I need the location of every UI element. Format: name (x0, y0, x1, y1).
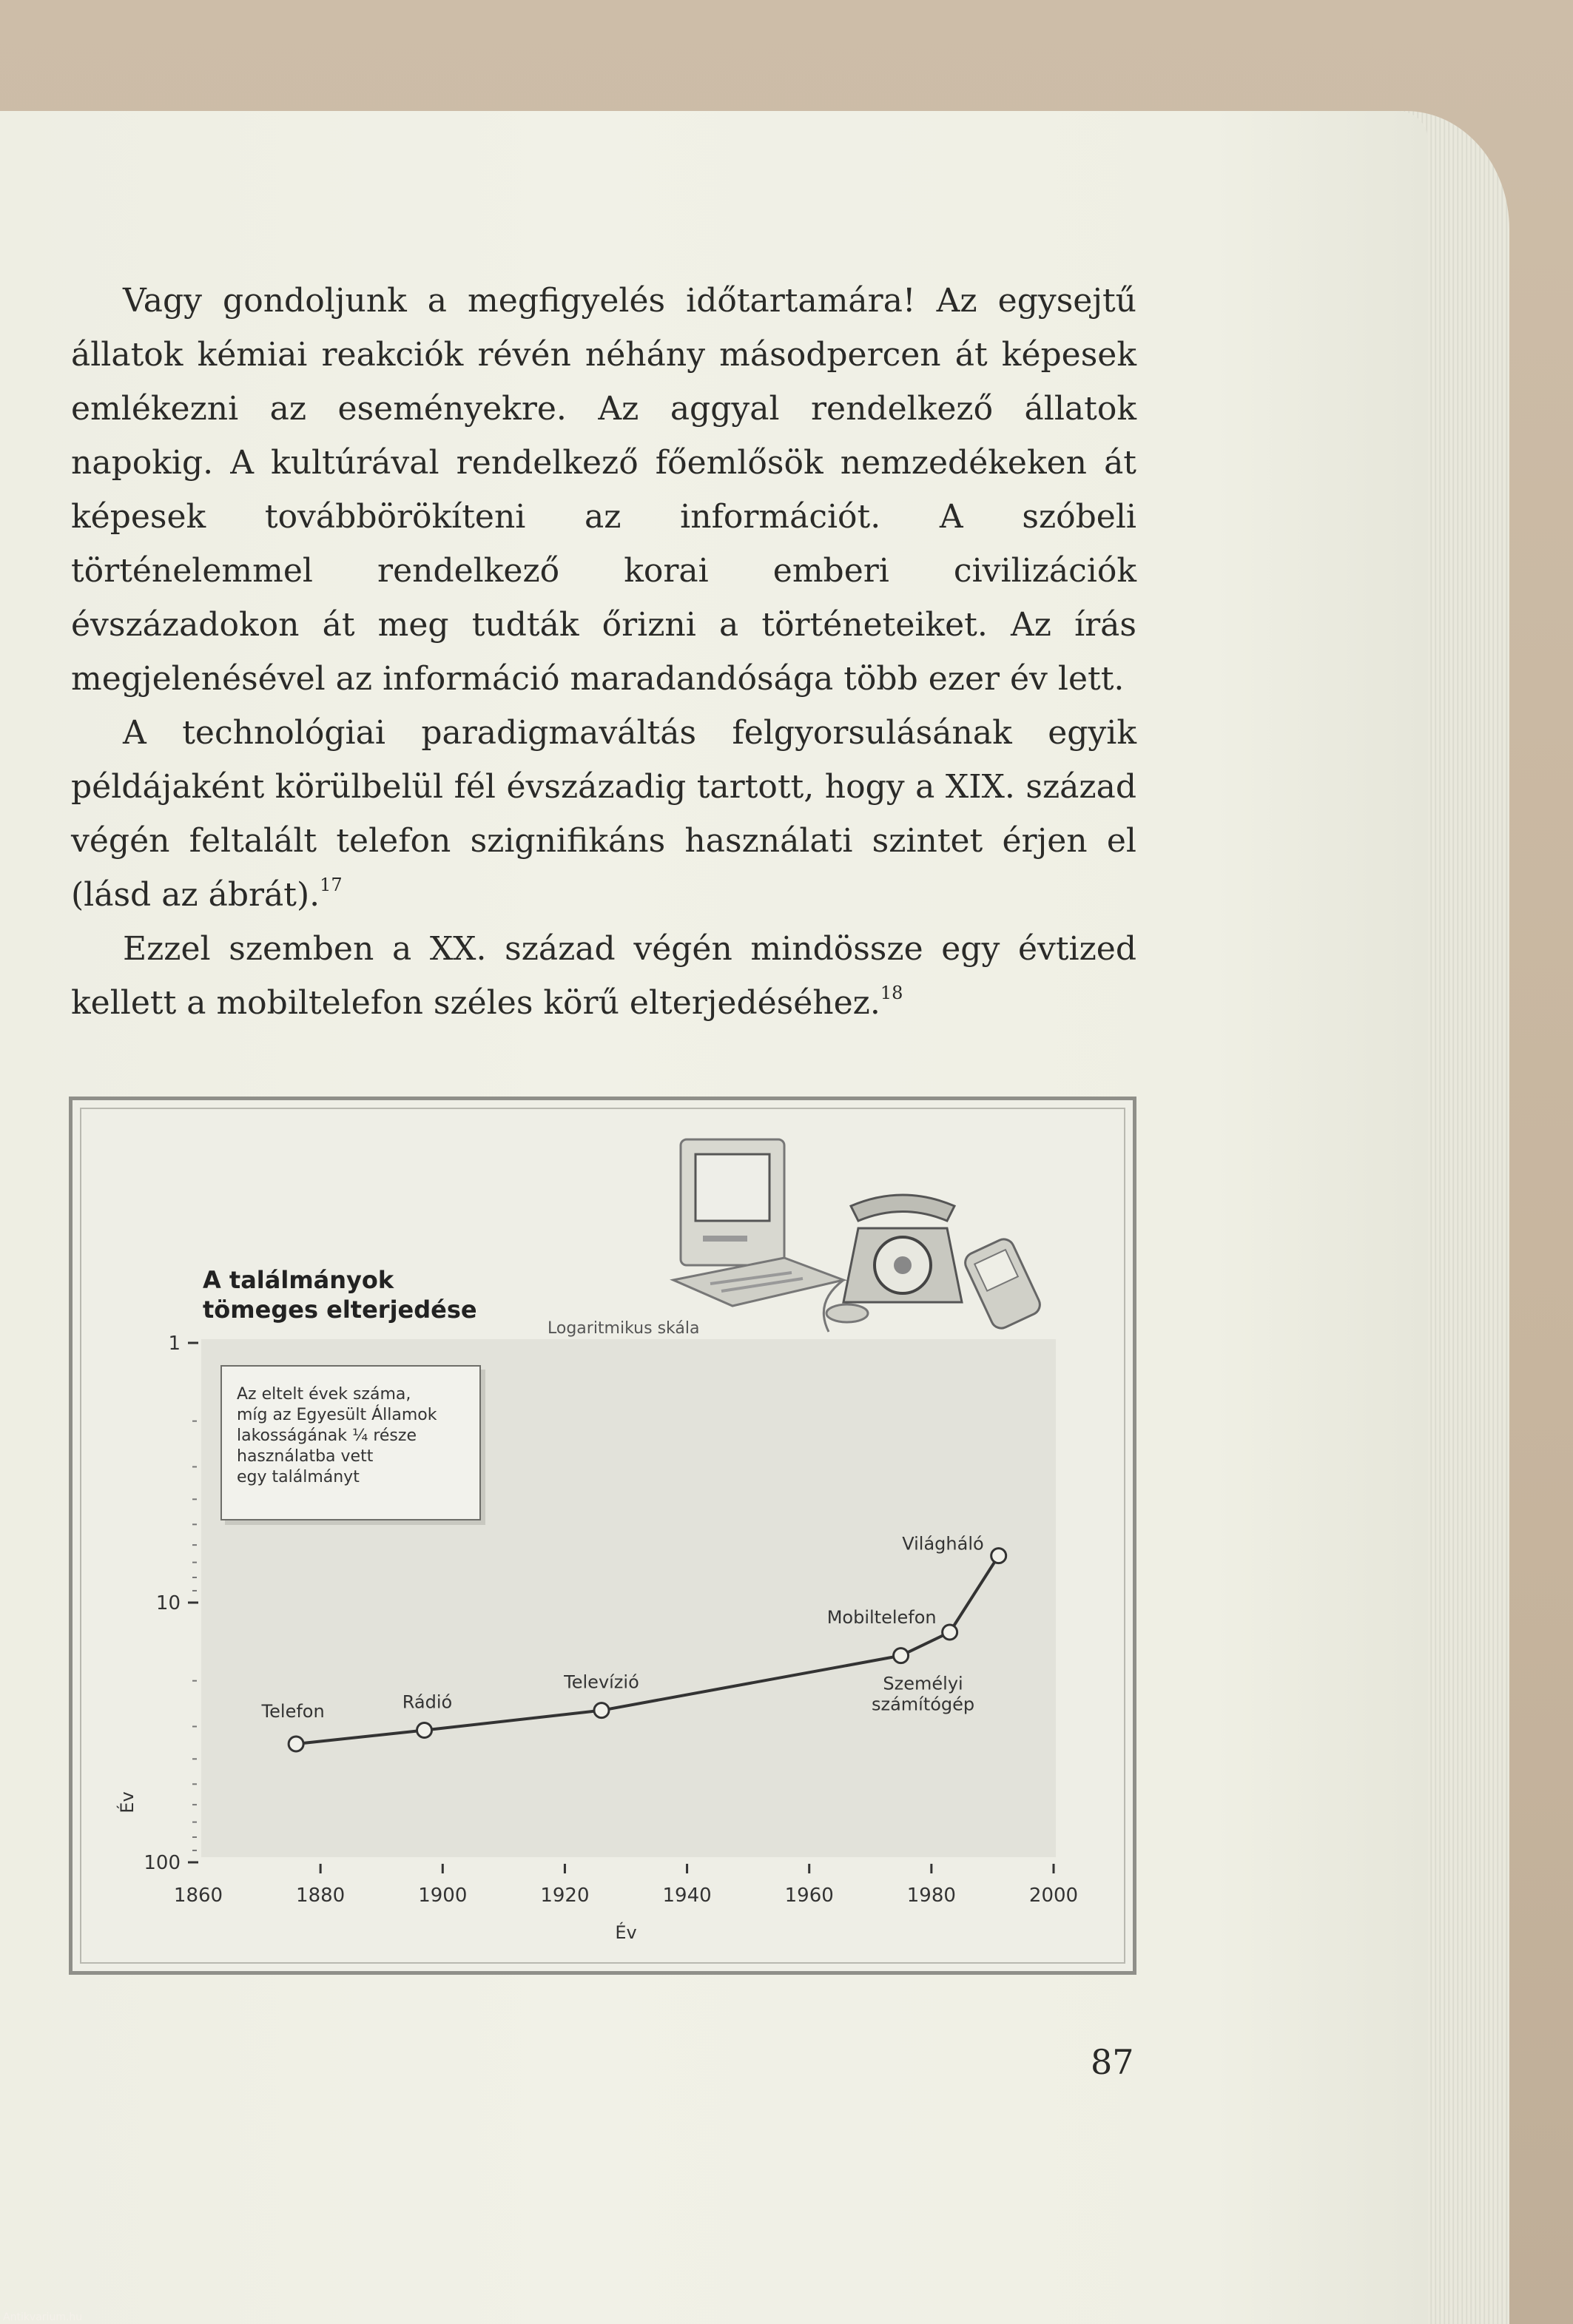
scale-label: Logaritmikus skála (548, 1319, 700, 1338)
devices-illustration (666, 1132, 1058, 1339)
point-label-3: Személyi számítógép (871, 1673, 975, 1715)
x-tick-label-1940: 1940 (662, 1885, 712, 1907)
watermark: Antikvarium.hu (3, 2311, 83, 2323)
chart-title-line-1: A találmányok (203, 1266, 394, 1294)
paragraph-2 (71, 706, 1136, 922)
paragraph-1: Vagy gondoljunk a megfigyelés időtartamára! Az egysejtű állatok kémiai reakciók révén néhány másodpercen át képesek emlékezni az eseményekre. Az aggyal rendelkező állatok napokig. A kultúrával rendelkező főemlősök nemzedékeken át képesek továbbörökíteni az információt. A szóbeli történelemmel rendelkező korai emberi civilizációk évszázadokon át meg tudták őrizni a történeteiket. Az írás megjelenésével az információ maradandósága több ezer év lett. (71, 282, 1136, 698)
paragraph-3 (71, 922, 1136, 1030)
y-tick-label-10: 10 (155, 1592, 181, 1614)
chart-title-line-2: tömeges elterjedése (203, 1296, 477, 1324)
y-axis-label: Év (117, 1791, 138, 1813)
x-tick-label-1920: 1920 (540, 1885, 590, 1907)
x-tick-label-1860: 1860 (173, 1885, 223, 1907)
note-line-2: míg az Egyesült Államok (237, 1406, 437, 1424)
x-tick-label-2000: 2000 (1028, 1885, 1079, 1907)
point-label-0: Telefon (261, 1700, 325, 1722)
y-tick-label-1: 1 (168, 1333, 181, 1355)
x-axis-label: Év (615, 1922, 637, 1943)
point-label-5: Világháló (902, 1533, 984, 1555)
point-label-4: Mobiltelefon (826, 1606, 937, 1628)
page-number: 87 (1091, 2042, 1134, 2082)
paragraph-3-text: Ezzel szemben a XX. század végén mindössze egy évtized kellett a mobiltelefon széles körű elterjedéséhez. (71, 930, 1136, 1022)
x-tick-label-1980: 1980 (906, 1885, 956, 1907)
footnote-ref-18: 18 (880, 983, 903, 1004)
footnote-ref-17: 17 (320, 875, 343, 896)
x-tick-label-1960: 1960 (784, 1885, 834, 1907)
note-line-4: használatba vett (237, 1447, 374, 1466)
x-tick-label-1900: 1900 (418, 1885, 468, 1907)
point-label-2: Televízió (564, 1671, 639, 1693)
paragraph-2-text: A technológiai paradigmaváltás felgyorsulásának egyik példájaként körülbelül fél évszázadig tartott, hogy a XIX. század végén feltalált telefon szignifikáns használati szintet érjen el (lásd az ábrát). (71, 714, 1136, 914)
note-line-1: Az eltelt évek száma, (237, 1385, 411, 1404)
point-label-1: Rádió (402, 1691, 453, 1713)
note-box (220, 1365, 481, 1520)
note-line-5: egy találmányt (237, 1468, 360, 1486)
body-text (71, 274, 1136, 1030)
chart-title (203, 1265, 499, 1324)
mobile-phone-illustration (962, 1236, 1043, 1331)
computer-illustration (673, 1139, 868, 1322)
note-line-3: lakosságának ¼ része (237, 1427, 417, 1445)
y-tick-label-100: 100 (144, 1852, 181, 1874)
x-tick-label-1880: 1880 (296, 1885, 346, 1907)
